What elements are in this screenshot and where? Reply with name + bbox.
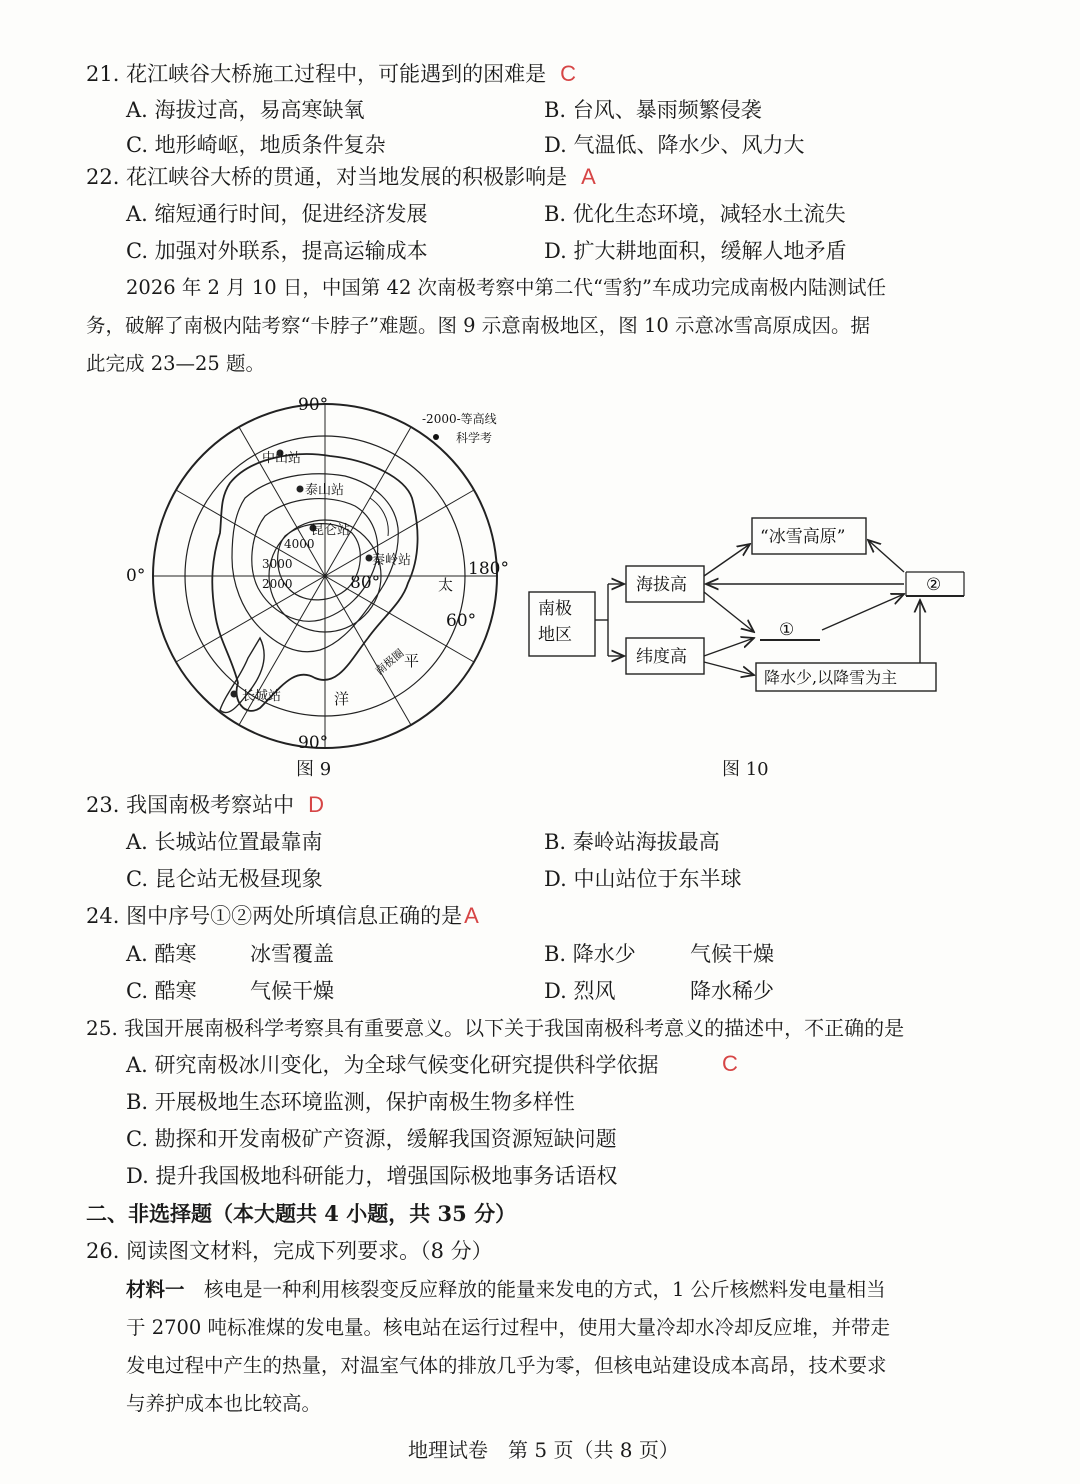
q26-material-1-line-3: 发电过程中产生的热量，对温室气体的排放几乎为零，但核电站建设成本高昂，技术要求 [126,1354,887,1377]
label-lon-180: 180° [468,559,509,579]
figure-10-flow-diagram [524,500,994,700]
q25-option-d: D. 提升我国极地科研能力，增强国际极地事务话语权 [126,1164,618,1188]
label-latitude: 纬度高 [636,647,687,667]
q23-option-a: A. 长城站位置最靠南 [126,830,323,854]
q24-answer-mark: A [464,903,479,928]
contour-label-4000: 4000 [284,537,315,551]
station-dot-changcheng [231,691,238,698]
q21-stem: 21. 花江峡谷大桥施工过程中，可能遇到的困难是 C [86,61,576,86]
q24-option-a-2: 冰雪覆盖 [250,942,334,966]
q22-answer-mark: A [581,164,596,189]
q21-option-d: D. 气温低、降水少、风力大 [544,133,805,157]
q22-option-d: D. 扩大耕地面积，缓解人地矛盾 [544,239,847,263]
q21-answer-mark: C [560,61,576,86]
q23-stem: 23. 我国南极考察站中 D [86,792,324,817]
label-blank-2: ② [926,575,942,595]
q22-option-c: C. 加强对外联系，提高运输成本 [126,239,428,263]
legend-station-dot [433,434,439,440]
q24-option-d-1: D. 烈风 [544,979,616,1003]
region-line-2: 地区 [538,625,572,645]
figure-10-caption: 图 10 [722,759,769,780]
label-antarctic-circle: 南极圈 [372,646,407,678]
contour-label-2000: 2000 [262,577,293,591]
q25-answer-mark: C [722,1051,738,1076]
material-label: 材料一 [126,1278,185,1301]
q26-material-1-line-1: 材料一 核电是一种利用核裂变反应释放的能量来发电的方式，1 公斤核燃料发电量相当 [126,1278,886,1301]
label-altitude: 海拔高 [636,575,687,595]
label-lon-90-top: 90° [298,395,329,415]
q22-option-a: A. 缩短通行时间，促进经济发展 [126,202,428,226]
q24-option-c-2: 气候干燥 [250,979,334,1003]
legend-station: 科学考 [456,431,493,445]
q22-stem: 22. 花江峡谷大桥的贯通，对当地发展的积极影响是 A [86,164,596,189]
page-footer: 地理试卷 第 5 页（共 8 页） [408,1438,679,1462]
label-lat-60: 60° [446,611,477,631]
q24-option-c-1: C. 酷寒 [126,979,197,1003]
q23-option-d: D. 中山站位于东半球 [544,867,742,891]
station-label-zhongshan: 中山站 [262,451,302,466]
q24-option-b-1: B. 降水少 [544,942,636,966]
station-label-changcheng: 长城站 [242,689,282,704]
figure-9-antarctica-map [120,388,520,788]
station-dot-taishan [297,486,304,493]
q25-option-b: B. 开展极地生态环境监测，保护南极生物多样性 [126,1090,575,1114]
q22-option-b: B. 优化生态环境，减轻水土流失 [544,202,846,226]
q25-option-c: C. 勘探和开发南极矿产资源，缓解我国资源短缺问题 [126,1127,617,1151]
q24-stem: 24. 图中序号①②两处所填信息正确的是A [86,903,479,928]
q26-material-1-line-2: 于 2700 吨标准煤的发电量。核电站在运行过程中，使用大量冷却水冷却反应堆，并带走 [126,1316,891,1339]
label-lat-80: 80° [350,573,381,593]
section-2-heading: 二、非选择题（本大题共 4 小题，共 35 分） [86,1201,517,1226]
ocean-char-3: 洋 [334,690,350,708]
passage-line-2: 务，破解了南极内陆考察“卡脖子”难题。图 9 示意南极地区，图 10 示意冰雪高原成因。据 [86,314,870,337]
passage-line-1: 2026 年 2 月 10 日，中国第 42 次南极考察中第二代“雪豹”车成功完成南极内陆测试任 [126,276,886,299]
q26-stem: 26. 阅读图文材料，完成下列要求。（8 分） [86,1239,493,1263]
ocean-char-2: 平 [404,652,420,670]
label-lon-90-bottom: 90° [298,733,329,753]
station-label-kunlun: 昆仑站 [311,523,351,538]
q21-option-c: C. 地形崎岖，地质条件复杂 [126,133,386,157]
q24-option-a-1: A. 酷寒 [126,942,197,966]
q24-option-d-2: 降水稀少 [690,979,774,1003]
region-line-1: 南极 [538,599,572,619]
station-label-qinling: 秦岭站 [372,553,412,568]
label-precip: 降水少,以降雪为主 [764,668,898,687]
q21-option-b: B. 台风、暴雨频繁侵袭 [544,98,762,122]
station-label-taishan: 泰山站 [305,483,345,498]
legend-contour: -2000-等高线 [422,412,497,426]
q23-option-b: B. 秦岭站海拔最高 [544,830,720,854]
ocean-char-1: 太 [438,576,454,594]
q26-material-1-line-4: 与养护成本也比较高。 [126,1392,322,1415]
q23-answer-mark: D [308,792,324,817]
label-lon-0: 0° [126,566,146,586]
q21-option-a: A. 海拔过高，易高寒缺氧 [126,98,365,122]
q25-option-a: A. 研究南极冰川变化，为全球气候变化研究提供科学依据 [126,1053,659,1077]
contour-label-3000: 3000 [262,557,293,571]
q24-option-b-2: 气候干燥 [690,942,774,966]
q23-option-c: C. 昆仑站无极昼现象 [126,867,323,891]
label-plateau: “冰雪高原” [760,527,846,547]
figure-9-caption: 图 9 [296,759,332,780]
q25-stem: 25. 我国开展南极科学考察具有重要意义。以下关于我国南极科考意义的描述中，不正确的是 [86,1016,905,1040]
passage-line-3: 此完成 23—25 题。 [86,352,266,375]
label-blank-1: ① [779,620,795,640]
